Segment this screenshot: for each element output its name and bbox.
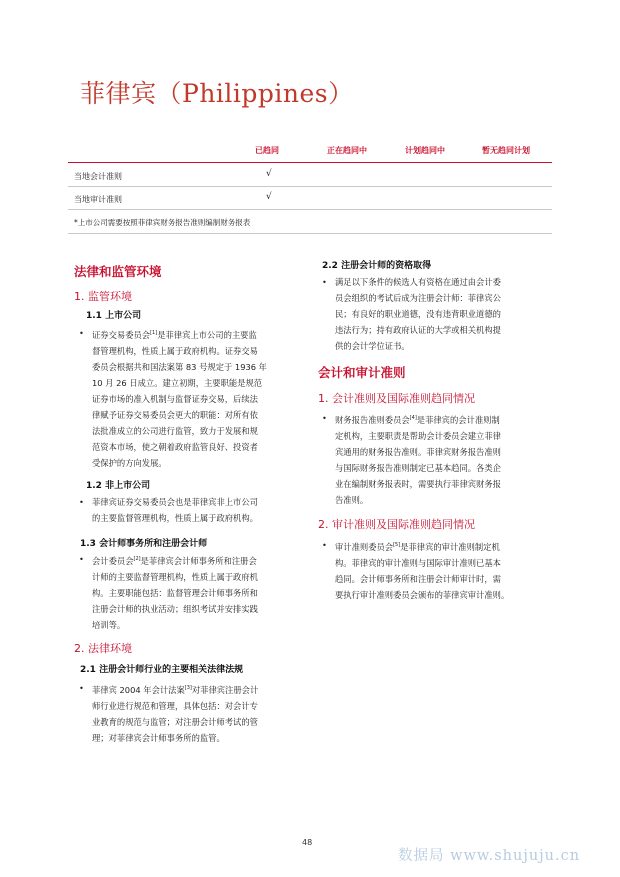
line: 计师的主要监督管理机构，性质上属于政府机	[92, 571, 258, 582]
table-header-rule	[68, 162, 552, 163]
line: 证券交易委员会[1]是菲律宾上市公司的主要监	[92, 329, 257, 340]
list-item: • 财务报告准则委员会[4]是菲律宾的会计准则制 定机构，主要职责是帮助会计委员会建立菲律 宾通用的财务报告准则。菲律宾财务报告准则 与国际财务报告准则制定已基本趋同。各类企 业在编制财务报表时，需要执行菲律宾财务报 告准则。	[335, 410, 553, 508]
line: 审计准则委员会[5]是菲律宾的审计准则制定机	[335, 541, 500, 552]
line: 受保护的方向发展。	[92, 457, 167, 468]
line: 菲律宾证券交易委员会也是菲律宾非上市公司	[92, 497, 258, 507]
subsection-regulatory: 1. 监管环境	[74, 290, 132, 303]
subsection-accounting-standards: 1. 会计准则及国际准则趋同情况	[318, 392, 475, 405]
heading-listed-companies: 1.1 上市公司	[86, 311, 142, 321]
line: 10 月 26 日成立。建立初期，主要职能是规范	[92, 377, 263, 388]
line: 会计委员会[2]是菲律宾会计师事务所和注册会	[92, 555, 257, 566]
line: 违法行为；持有政府认证的大学或相关机构提	[335, 325, 501, 335]
table-bottom-rule	[68, 233, 552, 234]
section-title-standards: 会计和审计准则	[318, 365, 406, 380]
list-item: • 菲律宾证券交易委员会也是菲律宾非上市公司 的主要监督管理机构，性质上属于政府机构。	[92, 494, 307, 526]
line: 证券市场的准入机制与监督证券交易，后续法	[92, 393, 258, 404]
subsection-auditing-standards: 2. 审计准则及国际准则趋同情况	[318, 518, 475, 531]
line: 宾通用的财务报告准则。菲律宾财务报告准则	[335, 446, 501, 457]
line: 满足以下条件的候选人有资格在通过由会计委	[335, 277, 501, 287]
table-row-divider	[68, 186, 552, 187]
footnote-marker: [5]	[393, 542, 401, 548]
line: 理；对菲律宾会计师事务所的监管。	[92, 732, 225, 743]
list-item: • 会计委员会[2]是菲律宾会计师事务所和注册会 计师的主要监督管理机构，性质上属于政府机 构。主要职能包括：监督管理会计师事务所和 注册会计师的执业活动；组织考试并安排实践 培训等。	[92, 551, 307, 633]
heading-cpa-qualification: 2.2 注册会计师的资格取得	[322, 261, 432, 271]
table-row-label: 当地审计准则	[74, 195, 122, 204]
watermark: 数据局 www.shujuju.cn	[398, 848, 581, 864]
line: 财务报告准则委员会[4]是菲律宾的会计准则制	[335, 414, 500, 425]
list-item: • 审计准则委员会[5]是菲律宾的审计准则制定机 构。菲律宾的审计准则与国际审计准则已基本 趋同。会计师事务所和注册会计师审计时，需 要执行审计准则委员会颁布的菲律宾审计准则。	[335, 537, 553, 603]
line: 师行业进行规范和管理，具体包括：对会计专	[92, 700, 258, 711]
line: 业在编制财务报表时，需要执行菲律宾财务报	[335, 478, 501, 489]
footnote-marker: [2]	[133, 556, 141, 562]
table-header-no-plan: 暂无趋同计划	[482, 146, 530, 155]
line: 业教育的规范与监管；对注册会计师考试的管	[92, 716, 258, 727]
line: 民；有良好的职业道德，没有违背职业道德的	[335, 309, 501, 319]
line: 构。主要职能包括：监督管理会计师事务所和	[92, 587, 258, 598]
line: 构。菲律宾的审计准则与国际审计准则已基本	[335, 557, 501, 568]
page-title: 菲律宾（Philippines）	[80, 79, 354, 108]
footnote-marker: [1]	[150, 330, 158, 336]
list-item: • 菲律宾 2004 年会计法案[3]对菲律宾注册会计 师行业进行规范和管理，具体包括：对会计专 业教育的规范与监管；对注册会计师考试的管 理；对菲律宾会计师事务所的监管。	[92, 680, 307, 746]
line: 供的会计学位证书。	[335, 341, 410, 351]
line: 督管理机构，性质上属于政府机构。证券交易	[92, 345, 258, 356]
table-row-divider	[68, 209, 552, 210]
subsection-legal-environment: 2. 法律环境	[74, 642, 132, 655]
heading-firms-cpas: 1.3 会计师事务所和注册会计师	[80, 539, 208, 549]
list-item: • 证券交易委员会[1]是菲律宾上市公司的主要监 督管理机构，性质上属于政府机构。证券交易 委员会根据共和国法案第 83 号规定于 1936 年 10 月 26 日成立。建立初期，主要职能是规范 证券市场的准入机制与监督证券交易，后续法 律赋予证券交易委员会更大的职能：对所有依 法批准成立的公司进行监管，致力于发展和规 范资本市场，使之朝着政府监管良好、投资者 受保护的方向发展。	[92, 325, 307, 471]
line: 法批准成立的公司进行监管，致力于发展和规	[92, 425, 258, 436]
line: 培训等。	[92, 619, 126, 630]
line: 与国际财务报告准则制定已基本趋同。各类企	[335, 462, 501, 473]
footnote-marker: [3]	[184, 685, 192, 691]
line: 的主要监督管理机构，性质上属于政府机构。	[92, 513, 258, 523]
table-row-check: √	[266, 192, 272, 202]
line: 注册会计师的执业活动；组织考试并安排实践	[92, 603, 258, 614]
list-item: • 满足以下条件的候选人有资格在通过由会计委 员会组织的考试后成为注册会计师：菲律宾公 民；有良好的职业道德，没有违背职业道德的 违法行为；持有政府认证的大学或相关机构提 供的会计学位证书。	[335, 274, 553, 354]
table-row-label: 当地会计准则	[74, 172, 122, 181]
line: 菲律宾 2004 年会计法案[3]对菲律宾注册会计	[92, 684, 259, 695]
table-footnote: *上市公司需要按照菲律宾财务报告准则编制财务报表	[74, 218, 251, 227]
heading-unlisted-companies: 1.2 非上市公司	[86, 481, 151, 491]
line: 定机构，主要职责是帮助会计委员会建立菲律	[335, 430, 501, 441]
table-header-planned: 计划趋同中	[405, 146, 445, 155]
footnote-marker: [4]	[409, 415, 417, 421]
page-number: 48	[302, 838, 313, 847]
line: 律赋予证券交易委员会更大的职能：对所有依	[92, 409, 258, 420]
section-title-legal: 法律和监管环境	[74, 264, 162, 279]
line: 趋同。会计师事务所和注册会计师审计时，需	[335, 573, 501, 584]
table-header-converged: 已趋同	[255, 146, 279, 155]
line: 委员会根据共和国法案第 83 号规定于 1936 年	[92, 361, 267, 372]
table-header-converging: 正在趋同中	[327, 146, 367, 155]
line: 告准则。	[335, 494, 369, 505]
table-row-check: √	[266, 169, 272, 179]
line: 员会组织的考试后成为注册会计师：菲律宾公	[335, 293, 501, 303]
line: 要执行审计准则委员会颁布的菲律宾审计准则。	[335, 589, 510, 600]
heading-laws: 2.1 注册会计师行业的主要相关法律法规	[80, 665, 244, 675]
line: 范资本市场，使之朝着政府监管良好、投资者	[92, 441, 258, 452]
